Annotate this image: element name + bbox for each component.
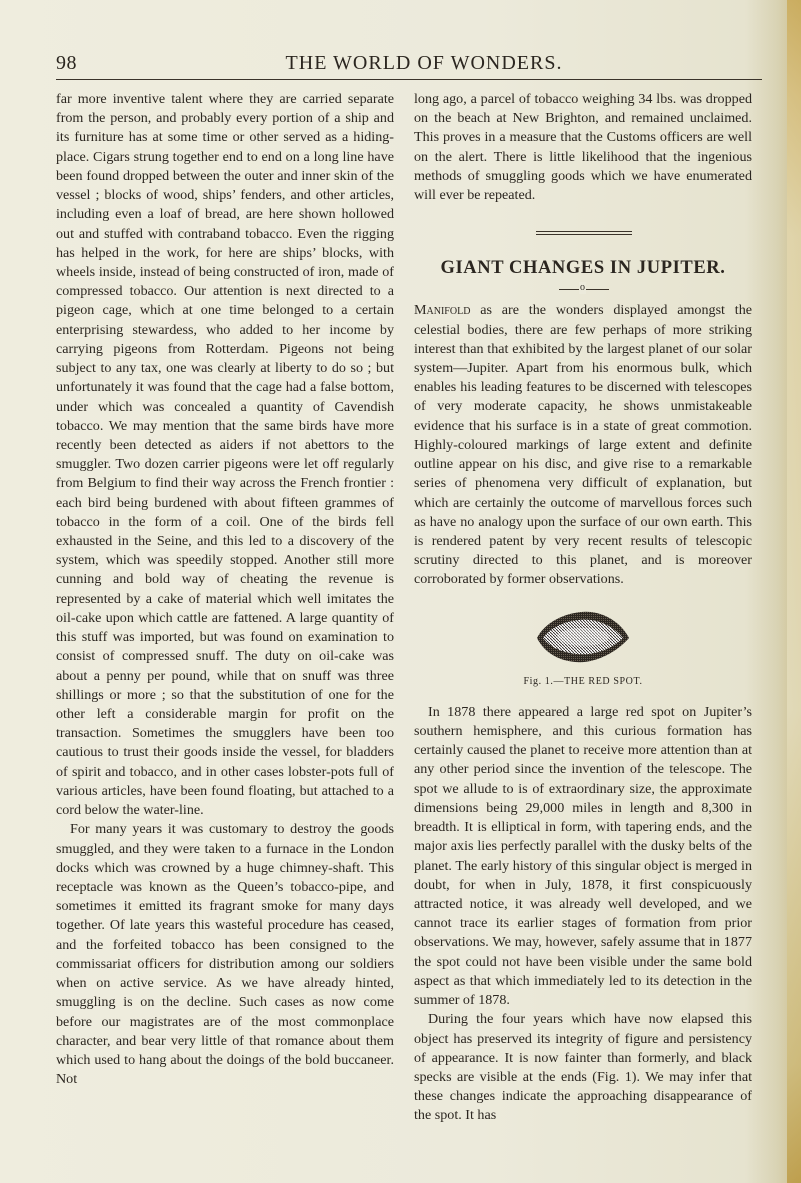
page-edge-stain xyxy=(787,0,801,1183)
right-paragraph-after-figure-1: In 1878 there appeared a large red spot on Jupiter’s southern hemisphere, and this curious formation has certainly caused the planet to receive more attention than at any other period since the invention of the telescope. The spot we allude to is of extraordinary size, the approximate dimensions being 29,000 miles in length and 8,300 in breadth. It is elliptical in form, with tapering ends, and the major axis lies perfectly parallel with the dusky belts of the planet. The early history of this singular object is merged in doubt, for when in July, 1878, it first conspicuously attracted notice, it was already well developed, and we cannot trace its earlier stages of formation from prior observations. We may, however, safely assume that in 1877 the spot could not have been visible under the same bold aspect as that which immediately led to its detection in the summer of 1878. xyxy=(414,703,752,1009)
right-column xyxy=(414,90,752,1126)
left-paragraph-1: far more inventive talent where they are carried separate from the person, and probably every portion of a ship and its furniture has at some time or other served as a hiding-place. Cigars strung together end to end on a long line have been found dropped between the outer and inner skin of the vessel ; blocks of wood, ships’ fenders, and other articles, including even a loaf of bread, are here shown hollowed out and stuffed with contraband tobacco. Even the rigging has helped in the work, for here are ships’ blocks, with wheels inside, instead of being constructed of iron, made of compressed tobacco. Our attention is next directed to a pigeon cage, which at one time belonged to a certain enterprising stewardess, who added to her income by carrying pigeons from Rotterdam. Pigeons not being subject to any tax, one was clearly at liberty to do so ; but unfortunately it was found that the cage had a false bottom, under which was concealed a quantity of Cavendish tobacco. We may mention that the same birds have more recently been detected as aiders if not abettors to the smuggler. Two dozen carrier pigeons were let off regularly from Belgium to find their way across the French frontier : each bird being burdened with about fifteen grammes of tobacco in the form of a coil. One of the birds fell exhausted in the Seine, and this led to a discovery of the system, which was speedily stopped. Another still more cunning and bold way of cheating the revenue is represented by a cake of material which well imitates the oil-cake upon which cattle are fattened. A large quantity of this stuff was imported, but was found on examination to consist of compressed snuff. The duty on oil-cake was about a penny per pound, while that on snuff was three shillings or more ; so that the substitution of one for the other left a considerable margin for profit on the transaction. Sometimes the smugglers have been too cautious to trust their goods inside the vessel, for bladders of spirit and tobacco, and in other cases lobster-pots full of various articles, have been found floating, but attached to a cord below the water-line. xyxy=(56,91,394,819)
ornament-glyph: o xyxy=(580,282,585,294)
section-first-word: Manifold xyxy=(414,302,471,319)
right-paragraph-after-figure-2: During the four years which have now elapsed this object has preserved its integrity of figure and persistency of appearance. It is now fainter than formerly, and black specks are visible at the ends (Fig. 1). We may infer that these changes indicate the approaching disappearance of the spot. It has xyxy=(414,1011,752,1124)
red-spot-illustration xyxy=(535,608,631,666)
header-rule xyxy=(56,79,762,80)
right-intro-paragraph: long ago, a parcel of tobacco weighing 34 lbs. was dropped on the beach at New Brighton, and remained unclaimed. This proves in a measure that the Customs officers are well on the alert. There is little likelihood that the ingenious methods of smuggling goods which we have enumerated will ever be repeated. xyxy=(414,91,752,204)
left-column xyxy=(56,90,394,1089)
page-number: 98 xyxy=(56,52,77,74)
section-divider xyxy=(414,205,752,257)
section-paragraph-rest: as are the wonders displayed amongst the celestial bodies, there are few perhaps of more striking interest than that exhibited by the largest planet of our solar system—Jupiter. Apart from his enormous bulk, which enables his leading features to be discerned with telescopes of very moderate capacity, he shows unmistakeable evidence that his surface is in a state of great commotion. Highly-coloured markings of large extent and definite outline appear on his disc, and give rise to a remarkable series of phenomena very difficult of explanation, but which are certainly the outcome of marvellous forces such as have no analogy upon the surface of our own earth. This is rendered patent by very recent results of telescopic scrutiny directed to this planet, and is moreover corroborated by former observations. xyxy=(414,302,752,588)
red-spot-figure xyxy=(414,608,752,670)
running-title: THE WORLD OF WONDERS. xyxy=(285,52,563,74)
figure-caption: Fig. 1.—THE RED SPOT. xyxy=(523,675,643,687)
section-first-paragraph xyxy=(414,301,752,589)
left-paragraph-2: For many years it was customary to destroy the goods smuggled, and they were taken to a furnace in the London docks which was crowned by a huge chimney-shaft. This receptacle was known as the Queen’s tobacco-pipe, and sometimes it emitted its fragrant smoke for many days together. Of late years this wasteful procedure has ceased, and the forfeited tobacco has been consigned to the commissariat officers for distribution among our soldiers when on active service. As we have already hinted, smuggling is on the decline. Such cases as now come before our magistrates are of the most commonplace character, and bear very little of that romance about them which used to hang about the doings of the bold buccaneer. Not xyxy=(56,821,394,1088)
section-heading: GIANT CHANGES IN JUPITER. xyxy=(440,258,726,279)
section-ornament xyxy=(414,281,752,297)
page-header xyxy=(56,52,762,78)
